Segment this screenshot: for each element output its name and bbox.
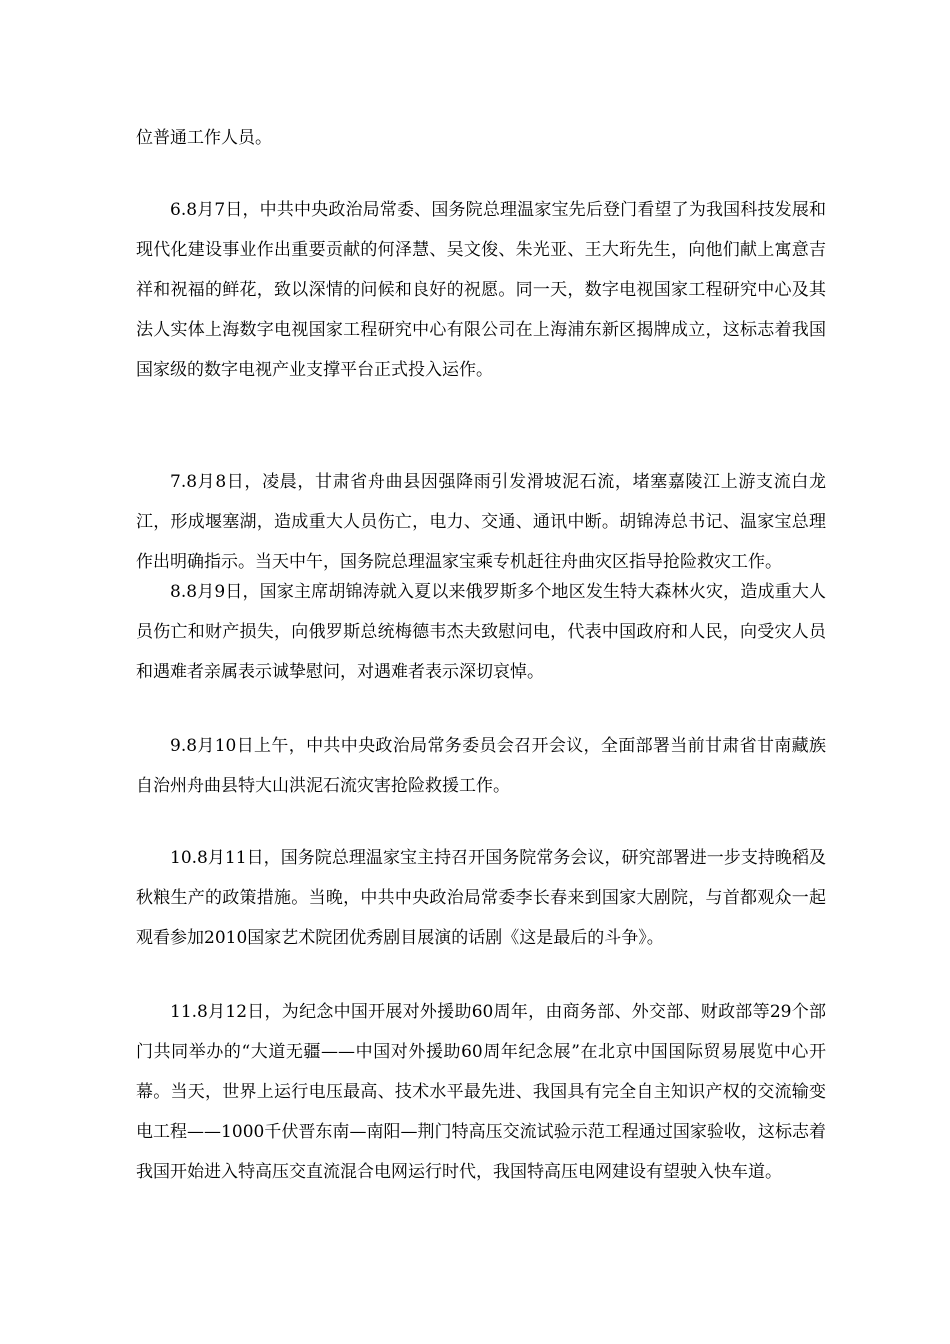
paragraph-item-11: 11.8月12日，为纪念中国开展对外援助60周年，由商务部、外交部、财政部等29个部门共同举办的“大道无疆——中国对外援助60周年纪念展”在北京中国国际贸易展览中心开幕。当天，世界上运行电压最高、技术水平最先进、我国具有完全自主知识产权的交流输变电工程——1000千伏晋东南—南阳—荆门特高压交流试验示范工程通过国家验收，这标志着我国开始进入特高压交直流混合电网运行时代，我国特高压电网建设有望驶入快车道。 [136, 1002, 826, 1182]
paragraph-item-10: 10.8月11日，国务院总理温家宝主持召开国务院常务会议，研究部署进一步支持晚稻及秋粮生产的政策措施。当晚，中共中央政治局常委李长春来到国家大剧院，与首都观众一起观看参加2010国家艺术院团优秀剧目展演的话剧《这是最后的斗争》。 [136, 848, 826, 948]
paragraph-item-8: 8.8月9日，国家主席胡锦涛就入夏以来俄罗斯多个地区发生特大森林火灾，造成重大人员伤亡和财产损失，向俄罗斯总统梅德韦杰夫致慰问电，代表中国政府和人民，向受灾人员和遇难者亲属表示诚挚慰问，对遇难者表示深切哀悼。 [136, 582, 826, 682]
continued-line: 位普通工作人员。 [136, 128, 272, 148]
paragraph-item-7: 7.8月8日，凌晨，甘肃省舟曲县因强降雨引发滑坡泥石流，堵塞嘉陵江上游支流白龙江，形成堰塞湖，造成重大人员伤亡，电力、交通、通讯中断。胡锦涛总书记、温家宝总理作出明确指示。当天中午，国务院总理温家宝乘专机赶往舟曲灾区指导抢险救灾工作。 [136, 472, 826, 572]
paragraph-item-6: 6.8月7日，中共中央政治局常委、国务院总理温家宝先后登门看望了为我国科技发展和现代化建设事业作出重要贡献的何泽慧、吴文俊、朱光亚、王大珩先生，向他们献上寓意吉祥和祝福的鲜花，致以深情的问候和良好的祝愿。同一天，数字电视国家工程研究中心及其法人实体上海数字电视国家工程研究中心有限公司在上海浦东新区揭牌成立，这标志着我国国家级的数字电视产业支撑平台正式投入运作。 [136, 200, 826, 380]
paragraph-item-9: 9.8月10日上午，中共中央政治局常务委员会召开会议，全面部署当前甘肃省甘南藏族自治州舟曲县特大山洪泥石流灾害抢险救援工作。 [136, 736, 826, 796]
